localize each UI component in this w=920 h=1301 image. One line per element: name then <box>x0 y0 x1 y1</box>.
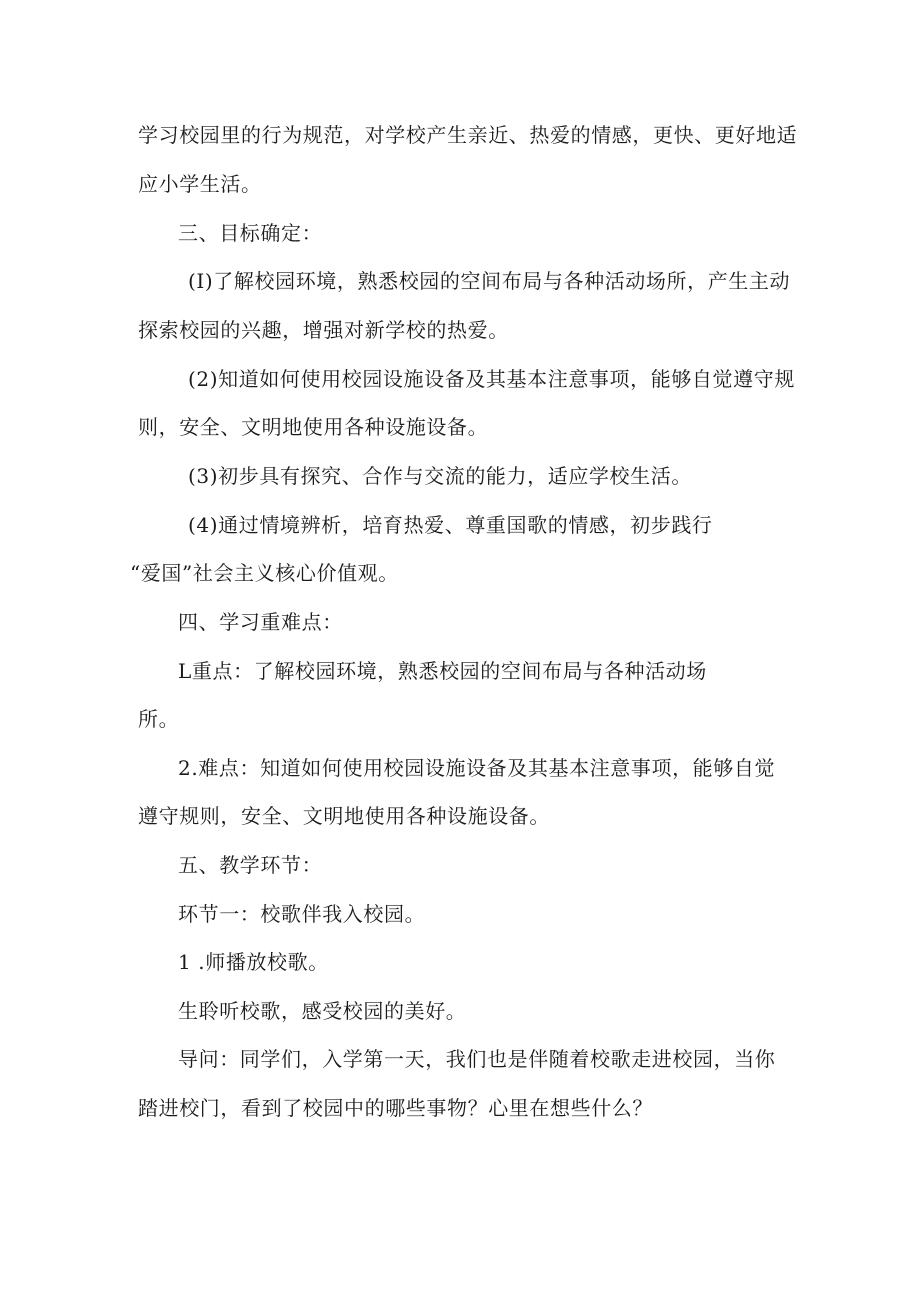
section-heading-key-points: 四、学习重难点： <box>178 610 343 634</box>
key-point-item: L重点：了解校园环境，熟悉校园的空间布局与各种活动场 <box>178 659 707 683</box>
section-heading-objectives: 三、目标确定： <box>178 221 323 245</box>
objective-item: (3)初步具有探究、合作与交流的能力，适应学校生活。 <box>188 464 692 488</box>
body-text-line: 学习校园里的行为规范，对学校产生亲近、热爱的情感，更快、更好地适 <box>138 123 798 147</box>
body-text-line: 生聆听校歌，感受校园的美好。 <box>178 999 467 1023</box>
body-text-line: 应小学生活。 <box>138 172 262 196</box>
objective-item: (4)通过情境辨析，培育热爱、尊重国歌的情感，初步践行 <box>188 513 713 537</box>
body-text-line: “爱国”社会主义核心价值观。 <box>130 561 399 585</box>
body-text-line: 探索校园的兴趣，增强对新学校的热爱。 <box>138 318 509 342</box>
body-text-line: 踏进校门，看到了校园中的哪些事物？心里在想些什么？ <box>138 1096 653 1120</box>
section-heading-teaching-steps: 五、教学环节： <box>178 853 323 877</box>
key-point-item: 2.难点：知道如何使用校园设施设备及其基本注意事项，能够自觉 <box>178 756 776 780</box>
body-text-line: 则，安全、文明地使用各种设施设备。 <box>138 415 489 439</box>
body-text-line: 所。 <box>138 707 180 731</box>
step-item: 1 .师播放校歌。 <box>178 950 329 974</box>
body-text-line: 遵守规则，安全、文明地使用各种设施设备。 <box>138 804 550 828</box>
objective-item: (I)了解校园环境，熟悉校园的空间布局与各种活动场所，产生主动 <box>188 269 791 293</box>
step-heading: 环节一：校歌伴我入校园。 <box>178 902 426 926</box>
objective-item: (2)知道如何使用校园设施设备及其基本注意事项，能够自觉遵守规 <box>188 367 795 391</box>
body-text-line: 导问：同学们，入学第一天，我们也是伴随着校歌走进校园，当你 <box>178 1047 776 1071</box>
